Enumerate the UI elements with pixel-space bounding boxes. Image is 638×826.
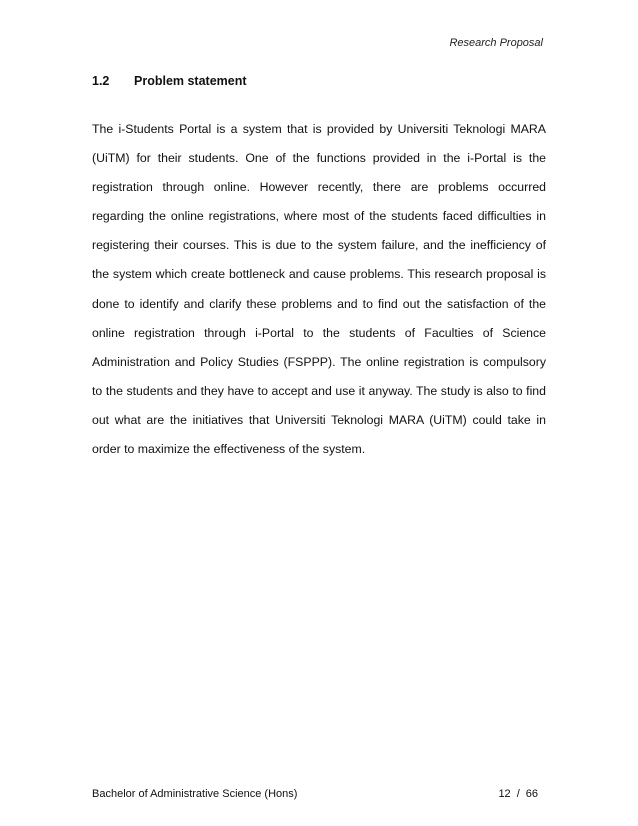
total-page-count: 66: [525, 788, 538, 800]
problem-statement-paragraph: The i-Students Portal is a system that is provided by Universiti Teknologi MARA (UiTM) for their students. One of the functions provided in the i-Portal is the registration through online. However recently, there are problems occurred regarding the online registrations, where most of the students faced difficulties in registering their courses. This is due to the system failure, and the inefficiency of the system which create bottleneck and cause problems. This research proposal is done to identify and clarify these problems and to find out the satisfaction of the online registration through i-Portal to the students of Faculties of Science Administration and Policy Studies (FSPPP). The online registration is compulsory to the students and they have to accept and use it anyway. The study is also to find out what are the initiatives that Universiti Teknologi MARA (UiTM) could take in order to maximize the effectiveness of the system.: [92, 122, 546, 457]
section-number: 1.2: [92, 74, 110, 88]
footer-program-name: Bachelor of Administrative Science (Hons): [92, 788, 298, 800]
section-title: Problem statement: [134, 74, 247, 88]
running-header: Research Proposal: [449, 37, 543, 49]
section-heading: [92, 74, 247, 88]
page-number: [498, 788, 538, 800]
page-number-separator: /: [516, 788, 520, 800]
current-page-number: 12: [498, 788, 511, 800]
